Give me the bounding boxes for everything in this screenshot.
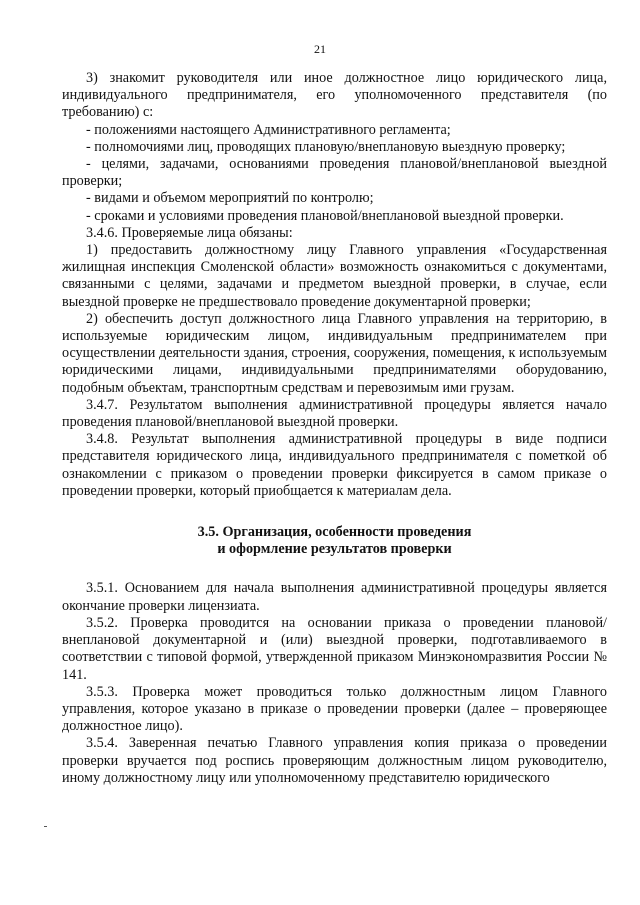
- section-heading-line1: 3.5. Организация, особенности проведения: [197, 524, 472, 541]
- list-item: - целями, задачами, основаниями проведения плановой/внеплановой выездной проверки;: [62, 156, 607, 190]
- section-heading-line2: и оформление результатов проверки: [217, 541, 452, 558]
- document-body: [62, 70, 607, 787]
- paragraph: 1) предоставить должностному лицу Главного управления «Государственная жилищная инспекция Смоленской области» возможность ознакомиться с документами, связанными с целями, задачами и предметом выездной проверки, в случае, если выездной проверке не предшествовало проведение документарной проверки;: [62, 242, 607, 310]
- list-item: - видами и объемом мероприятий по контролю;: [86, 190, 374, 207]
- paragraph: 3.5.4. Заверенная печатью Главного управления копия приказа о проведении проверки вручается под роспись проверяющим должностным лицом руководителю, иному должностному лицу или уполномоченному представителю юридического: [62, 735, 607, 786]
- paragraph: 3.4.7. Результатом выполнения административной процедуры является начало проведения плановой/внеплановой выездной проверки.: [62, 396, 607, 431]
- paragraph: 3) знакомит руководителя или иное должностное лицо юридического лица, индивидуального предпринимателя, его уполномоченного представителя (по требованию) с:: [62, 70, 607, 121]
- page-number: 21: [314, 42, 326, 56]
- list-item: - сроками и условиями проведения плановой/внеплановой выездной проверки.: [86, 207, 564, 224]
- paragraph: 3.5.1. Основанием для начала выполнения административной процедуры является окончание проверки лицензиата.: [62, 580, 607, 614]
- paragraph: 3.4.8. Результат выполнения административной процедуры в виде подписи представителя юридического лица, индивидуального предпринимателя с пометкой об ознакомлении с приказом о проведении проверки фиксируется в самом приказе о проведении проверки, который приобщается к материалам дела.: [62, 431, 607, 499]
- paragraph: 3.5.3. Проверка может проводиться только должностным лицом Главного управления, которое указано в приказе о проведении проверки (далее – проверяющее должностное лицо).: [62, 683, 607, 735]
- list-item: - полномочиями лиц, проводящих плановую/внеплановую выездную проверку;: [86, 138, 566, 155]
- paragraph: 3.5.2. Проверка проводится на основании приказа о проведении плановой/внеплановой документарной и (или) выездной проверки, подготавливаемого в соответствии с типовой формой, утвержденной приказом Минэкономразвития России № 141.: [62, 614, 607, 683]
- spacer: [62, 558, 607, 580]
- spacer: [62, 500, 607, 524]
- list-item: - положениями настоящего Административного регламента;: [86, 121, 451, 138]
- paragraph: 3.4.6. Проверяемые лица обязаны:: [86, 224, 293, 241]
- margin-mark: [44, 826, 47, 827]
- paragraph: 2) обеспечить доступ должностного лица Главного управления на территорию, в используемые юридическим лицом, индивидуальным предпринимателем при осуществлении деятельности здания, строения, сооружения, помещения, к используемым юридическими лицами, индивидуальными предпринимателями оборудованию, подобным объектам, транспортным средствам и перевозимым ими грузам.: [62, 310, 607, 396]
